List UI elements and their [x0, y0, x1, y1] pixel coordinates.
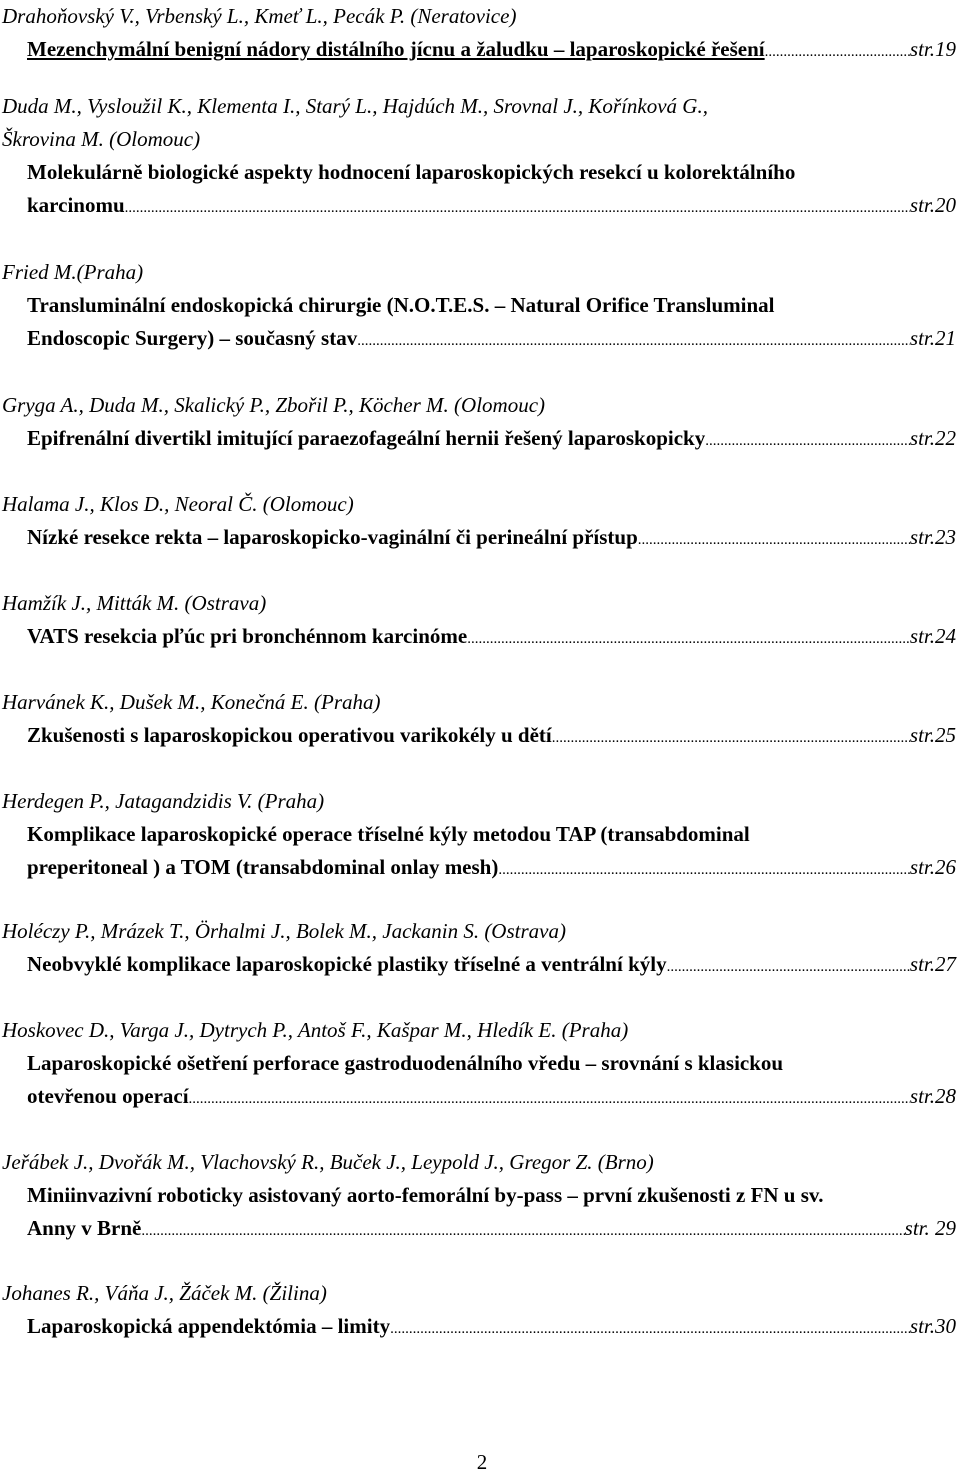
- dot-leader: [390, 1313, 910, 1346]
- toc-entry: [0, 389, 960, 458]
- entry-authors: Hoskovec D., Varga J., Dytrych P., Antoš F., Kašpar M., Hledík E. (Praha): [2, 1018, 629, 1042]
- dot-leader: [357, 325, 910, 358]
- entry-authors: Gryga A., Duda M., Skalický P., Zbořil P., Köcher M. (Olomouc): [2, 393, 546, 417]
- entry-authors: Holéczy P., Mrázek T., Örhalmi J., Bolek M., Jackanin S. (Ostrava): [2, 919, 566, 943]
- entry-page-ref: str.22: [909, 426, 956, 450]
- entry-title-last-line: [0, 851, 960, 887]
- entry-title: preperitoneal ) a TOM (transabdominal onlay mesh): [27, 855, 499, 879]
- dot-leader: [638, 524, 910, 557]
- entry-title-last-line: [0, 1080, 960, 1116]
- dot-leader: [189, 1083, 910, 1116]
- toc-entry: [0, 488, 960, 557]
- toc-entry: [0, 90, 960, 225]
- toc-entry: [0, 587, 960, 656]
- toc-entry: [0, 686, 960, 755]
- entry-title-line: Transluminální endoskopická chirurgie (N.O.T.E.S. – Natural Orifice Transluminal: [27, 293, 775, 317]
- entry-title-last-line: [0, 322, 960, 358]
- dot-leader: [498, 854, 910, 887]
- entry-title: Endoscopic Surgery) – současný stav: [27, 326, 358, 350]
- dot-leader: [552, 722, 910, 755]
- entry-title: Mezenchymální benigní nádory distálního jícnu a žaludku – laparoskopické řešení: [27, 37, 765, 61]
- entry-page-ref: str. 29: [904, 1216, 956, 1240]
- dot-leader: [667, 951, 910, 984]
- entry-authors: Johanes R., Váňa J., Žáček M. (Žilina): [2, 1281, 327, 1305]
- entry-page-ref: str.23: [909, 525, 956, 549]
- entry-title: Anny v Brně: [27, 1216, 142, 1240]
- entry-page-ref: str.20: [909, 193, 956, 217]
- entry-title-last-line: [0, 1310, 960, 1346]
- toc-entry: [0, 256, 960, 358]
- entry-title: Laparoskopická appendektómia – limity: [27, 1314, 391, 1338]
- toc-entry: [0, 785, 960, 887]
- entry-authors: Jeřábek J., Dvořák M., Vlachovský R., Buček J., Leypold J., Gregor Z. (Brno): [2, 1150, 654, 1174]
- entry-title-last-line: [0, 521, 960, 557]
- entry-page-ref: str.26: [909, 855, 956, 879]
- dot-leader: [765, 36, 910, 69]
- entry-title-last-line: [0, 719, 960, 755]
- entry-title: otevřenou operací: [27, 1084, 189, 1108]
- entry-title: karcinomu: [27, 193, 125, 217]
- dot-leader: [705, 425, 910, 458]
- toc-entry: [0, 1014, 960, 1116]
- entry-authors: Škrovina M. (Olomouc): [2, 127, 201, 151]
- entry-title-last-line: [0, 422, 960, 458]
- entry-authors: Duda M., Vysloužil K., Klementa I., Starý L., Hajdúch M., Srovnal J., Kořínková G.,: [2, 94, 708, 118]
- entry-title-line: Miniinvazivní roboticky asistovaný aorto-femorální by-pass – první zkušenosti z FN u sv.: [27, 1183, 824, 1207]
- toc-entry: [0, 0, 960, 69]
- entry-page-ref: str.28: [909, 1084, 956, 1108]
- dot-leader: [467, 623, 910, 656]
- entry-authors: Drahoňovský V., Vrbenský L., Kmeť L., Pecák P. (Neratovice): [2, 4, 517, 28]
- entry-title-last-line: [0, 33, 960, 69]
- entry-authors: Harvánek K., Dušek M., Konečná E. (Praha): [2, 690, 381, 714]
- dot-leader: [141, 1215, 904, 1248]
- entry-title: Epifrenální divertikl imitující paraezofageální hernii řešený laparoskopicky: [27, 426, 706, 450]
- entry-page-ref: str.24: [909, 624, 956, 648]
- entry-title-line: Laparoskopické ošetření perforace gastroduodenálního vředu – srovnání s klasickou: [27, 1051, 784, 1075]
- toc-entry: [0, 915, 960, 984]
- entry-authors: Hamžík J., Mitták M. (Ostrava): [2, 591, 267, 615]
- entry-title-last-line: [0, 189, 960, 225]
- entry-authors: Herdegen P., Jatagandzidis V. (Praha): [2, 789, 325, 813]
- toc-entry: [0, 1146, 960, 1248]
- entry-authors: Halama J., Klos D., Neoral Č. (Olomouc): [2, 492, 354, 516]
- entry-title-last-line: [0, 948, 960, 984]
- entry-page-ref: str.25: [909, 723, 956, 747]
- entry-title: VATS resekcia pľúc pri bronchénnom karcinóme: [27, 624, 468, 648]
- entry-authors: Fried M.(Praha): [2, 260, 144, 284]
- entry-title: Nízké resekce rekta – laparoskopicko-vaginální či perineální přístup: [27, 525, 638, 549]
- entry-title: Neobvyklé komplikace laparoskopické plastiky tříselné a ventrální kýly: [27, 952, 667, 976]
- dot-leader: [125, 192, 910, 225]
- entry-page-ref: str.27: [909, 952, 956, 976]
- entry-page-ref: str.21: [909, 326, 956, 350]
- entry-page-ref: str.19: [909, 37, 956, 61]
- entry-title-last-line: [0, 620, 960, 656]
- entry-title-line: Komplikace laparoskopické operace tříselné kýly metodou TAP (transabdominal: [27, 822, 750, 846]
- entry-page-ref: str.30: [909, 1314, 956, 1338]
- entry-title-line: Molekulárně biologické aspekty hodnocení laparoskopických resekcí u kolorektálního: [27, 160, 796, 184]
- page-number: 2: [476, 1450, 488, 1474]
- entry-title: Zkušenosti s laparoskopickou operativou varikokély u dětí: [27, 723, 552, 747]
- toc-entry: [0, 1277, 960, 1346]
- entry-title-last-line: [0, 1212, 960, 1248]
